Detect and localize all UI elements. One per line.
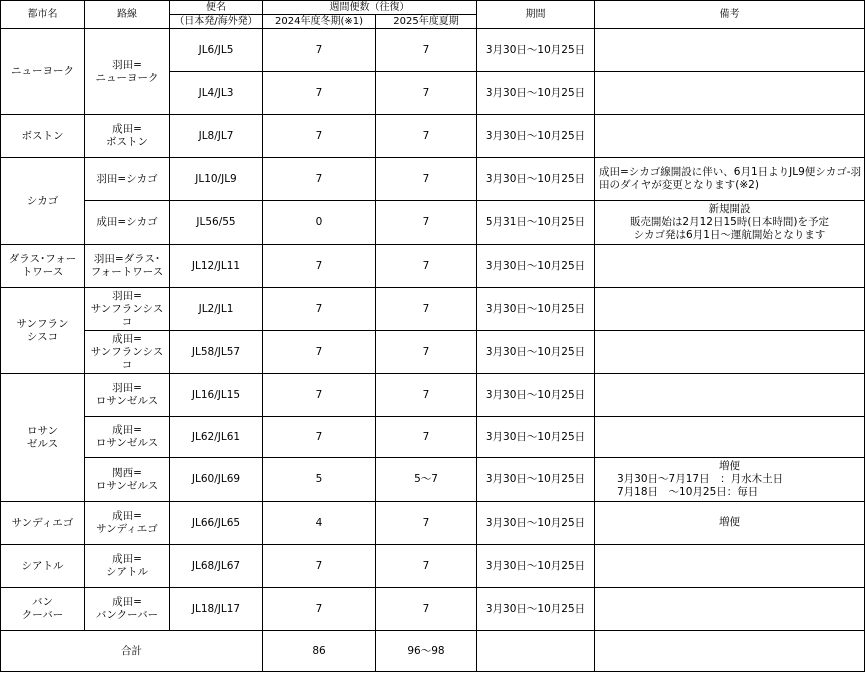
period-cell: 3月30日～10月25日 — [477, 158, 595, 201]
city-cell: ロサン ゼルス — [1, 374, 85, 502]
table-row — [1, 374, 865, 417]
table-row — [1, 545, 865, 588]
summer-cell: 5～7 — [376, 458, 477, 502]
winter-cell: 7 — [263, 331, 376, 374]
period-cell: 3月30日～10月25日 — [477, 245, 595, 288]
header-flight-sub: （日本発/海外発） — [170, 15, 263, 29]
period-cell: 3月30日～10月25日 — [477, 588, 595, 631]
winter-cell: 7 — [263, 417, 376, 458]
remarks-cell — [595, 288, 865, 331]
flight-cell: JL10/JL9 — [170, 158, 263, 201]
summer-cell: 7 — [376, 331, 477, 374]
header-remarks: 備考 — [595, 1, 865, 29]
period-cell: 3月30日～10月25日 — [477, 417, 595, 458]
flight-cell: JL12/JL11 — [170, 245, 263, 288]
flight-cell: JL2/JL1 — [170, 288, 263, 331]
route-cell: 羽田=ダラス･ フォートワース — [85, 245, 170, 288]
flight-cell: JL68/JL67 — [170, 545, 263, 588]
summer-cell: 7 — [376, 288, 477, 331]
table-row — [1, 245, 865, 288]
summer-cell: 7 — [376, 545, 477, 588]
header-winter-2024: 2024年度冬期(※1) — [263, 15, 376, 29]
route-cell: 成田= ロサンゼルス — [85, 417, 170, 458]
city-cell: ボストン — [1, 115, 85, 158]
remarks-detail: 3月30日～7月17日 ：月水木土日 7月18日 ～10月25日：毎日 — [617, 473, 784, 498]
city-cell: シカゴ — [1, 158, 85, 245]
winter-cell: 7 — [263, 158, 376, 201]
winter-cell: 7 — [263, 29, 376, 72]
period-cell: 3月30日～10月25日 — [477, 502, 595, 545]
winter-cell: 7 — [263, 588, 376, 631]
period-cell: 3月30日～10月25日 — [477, 288, 595, 331]
table-row — [1, 288, 865, 331]
route-cell: 成田=シカゴ — [85, 201, 170, 245]
flight-cell: JL66/JL65 — [170, 502, 263, 545]
winter-cell: 4 — [263, 502, 376, 545]
period-cell: 5月31日～10月25日 — [477, 201, 595, 245]
period-cell: 3月30日～10月25日 — [477, 72, 595, 115]
winter-cell: 7 — [263, 374, 376, 417]
table-row — [1, 158, 865, 201]
table-row — [1, 502, 865, 545]
route-cell: 羽田= ロサンゼルス — [85, 374, 170, 417]
summer-cell: 7 — [376, 245, 477, 288]
remarks-cell: 増便 — [595, 502, 865, 545]
flight-cell: JL8/JL7 — [170, 115, 263, 158]
flight-cell: JL62/JL61 — [170, 417, 263, 458]
total-period — [477, 631, 595, 672]
total-remarks — [595, 631, 865, 672]
route-cell: 羽田=シカゴ — [85, 158, 170, 201]
remarks-title: 増便 — [719, 460, 740, 472]
table-row — [1, 201, 865, 245]
summer-cell: 7 — [376, 72, 477, 115]
winter-cell: 7 — [263, 72, 376, 115]
remarks-cell — [595, 115, 865, 158]
route-cell: 成田= サンディエゴ — [85, 502, 170, 545]
route-cell: 成田= サンフランシスコ — [85, 331, 170, 374]
route-cell: 関西= ロサンゼルス — [85, 458, 170, 502]
flight-cell: JL6/JL5 — [170, 29, 263, 72]
city-cell: ニューヨーク — [1, 29, 85, 115]
route-cell: 成田= ボストン — [85, 115, 170, 158]
winter-cell: 7 — [263, 115, 376, 158]
header-summer-2025: 2025年度夏期 — [376, 15, 477, 29]
route-cell: 成田= シアトル — [85, 545, 170, 588]
remarks-cell — [595, 374, 865, 417]
total-label: 合計 — [1, 631, 263, 672]
table-row — [1, 29, 865, 72]
period-cell: 3月30日～10月25日 — [477, 545, 595, 588]
remarks-cell — [595, 545, 865, 588]
winter-cell: 7 — [263, 288, 376, 331]
flight-cell: JL60/JL69 — [170, 458, 263, 502]
table-row — [1, 417, 865, 458]
winter-cell: 0 — [263, 201, 376, 245]
summer-cell: 7 — [376, 158, 477, 201]
header-weekly: 週間便数（往復） — [263, 1, 477, 15]
route-cell: 羽田= サンフランシスコ — [85, 288, 170, 331]
city-cell: シアトル — [1, 545, 85, 588]
table-row — [1, 331, 865, 374]
summer-cell: 7 — [376, 588, 477, 631]
summer-cell: 7 — [376, 201, 477, 245]
remarks-cell — [595, 458, 865, 502]
summer-cell: 7 — [376, 115, 477, 158]
flight-cell: JL16/JL15 — [170, 374, 263, 417]
period-cell: 3月30日～10月25日 — [477, 331, 595, 374]
header-route: 路線 — [85, 1, 170, 29]
remarks-cell — [595, 331, 865, 374]
period-cell: 3月30日～10月25日 — [477, 29, 595, 72]
table-row — [1, 115, 865, 158]
route-cell: 羽田= ニューヨーク — [85, 29, 170, 115]
remarks-cell: 新規開設 販売開始は2月12日15時(日本時間)を予定 シカゴ発は6月1日～運航開始となります — [595, 201, 865, 245]
remarks-cell — [595, 245, 865, 288]
period-cell: 3月30日～10月25日 — [477, 115, 595, 158]
remarks-cell — [595, 72, 865, 115]
total-summer: 96～98 — [376, 631, 477, 672]
flight-cell: JL58/JL57 — [170, 331, 263, 374]
summer-cell: 7 — [376, 502, 477, 545]
city-cell: サンディエゴ — [1, 502, 85, 545]
summer-cell: 7 — [376, 374, 477, 417]
remarks-cell — [595, 29, 865, 72]
flight-cell: JL18/JL17 — [170, 588, 263, 631]
table-row — [1, 458, 865, 502]
table-row — [1, 588, 865, 631]
total-winter: 86 — [263, 631, 376, 672]
city-cell: サンフラン シスコ — [1, 288, 85, 374]
flight-cell: JL56/55 — [170, 201, 263, 245]
header-period: 期間 — [477, 1, 595, 29]
city-cell: バン クーバー — [1, 588, 85, 631]
winter-cell: 7 — [263, 545, 376, 588]
winter-cell: 7 — [263, 245, 376, 288]
total-row — [1, 631, 865, 672]
summer-cell: 7 — [376, 29, 477, 72]
flight-cell: JL4/JL3 — [170, 72, 263, 115]
route-cell: 成田= バンクーバー — [85, 588, 170, 631]
summer-cell: 7 — [376, 417, 477, 458]
period-cell: 3月30日～10月25日 — [477, 458, 595, 502]
header-city: 都市名 — [1, 1, 85, 29]
remarks-cell — [595, 588, 865, 631]
winter-cell: 5 — [263, 458, 376, 502]
remarks-cell — [595, 417, 865, 458]
remarks-cell: 成田=シカゴ線開設に伴い、6月1日よりJL9便シカゴ-羽田のダイヤが変更となります(※2) — [595, 158, 865, 201]
period-cell: 3月30日～10月25日 — [477, 374, 595, 417]
header-flight: 便名 — [170, 1, 263, 15]
city-cell: ダラス･フォー トワース — [1, 245, 85, 288]
